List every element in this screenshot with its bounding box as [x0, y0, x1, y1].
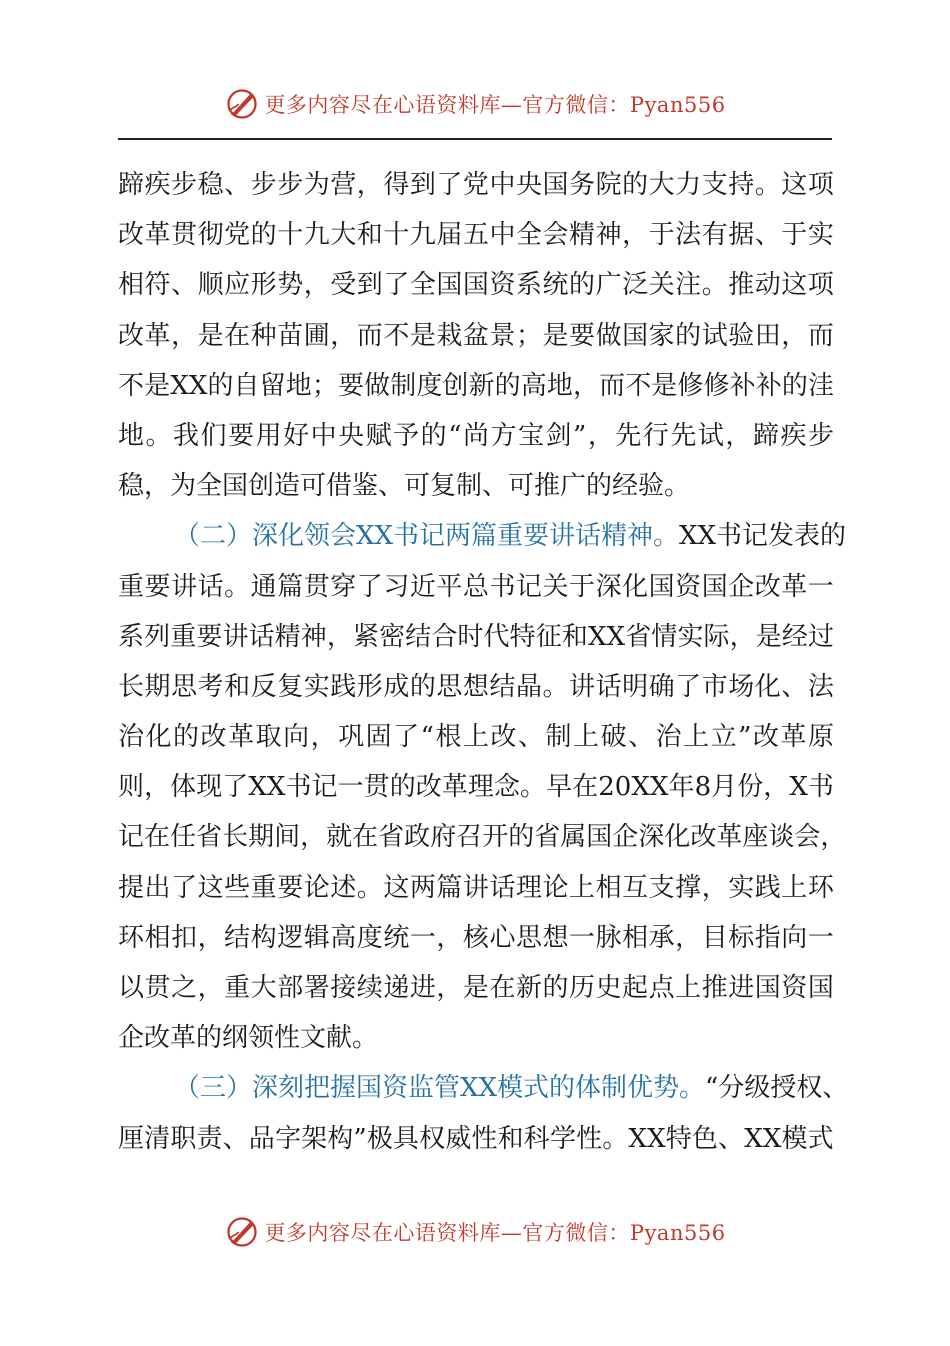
- text-line: 企改革的纲领性文献。: [118, 1023, 379, 1054]
- text-run: XX书记发表的: [679, 521, 847, 552]
- text-line: 蹄 疾 步 稳 、 步 步 为 营 ， 得 到 了 党 中 央 国 务 院 的 大 力 支 持 。 这 项: [118, 170, 834, 200]
- text-line: 记 在 任 省 长 期 间 ， 就 在 省 政 府 召 开 的 省 属 国 企 深 化 改 革 座 谈 会 ，: [118, 822, 847, 853]
- text-line: 稳，为全国创造可借鉴、可复制、可推广的经验。: [118, 471, 691, 502]
- section-heading: （三）深刻把握国资监管XX模式的体制优势。: [174, 1073, 706, 1104]
- text-line: 系 列 重 要 讲 话 精 神 ， 紧 密 结 合 时 代 特 征 和 X X 省 情 实 际 ， 是 经 过: [118, 621, 834, 652]
- text-line: 重 要 讲 话 。 通 篇 贯 穿 了 习 近 平 总 书 记 关 于 深 化 国 资 国 企 改 革 一: [118, 571, 834, 602]
- header-banner-text: 更多内容尽在心语资料库—官方微信：Pyan556: [264, 93, 726, 117]
- text-line: 长 期 思 考 和 反 复 实 践 形 成 的 思 想 结 晶 。 讲 话 明 确 了 市 场 化 、 法: [118, 671, 834, 702]
- paragraph-section-3: [118, 1063, 849, 1163]
- text-line: 不 是 X X 的 自 留 地 ； 要 做 制 度 创 新 的 高 地 ， 而 不 是 修 修 补 补 的 洼: [118, 370, 834, 401]
- text-run: “分级授权、: [705, 1073, 849, 1104]
- text-line: 提 出 了 这 些 重 要 论 述 。 这 两 篇 讲 话 理 论 上 相 互 支 撑 ， 实 践 上 环: [118, 872, 834, 903]
- paragraph-first-line: [118, 511, 847, 561]
- paragraph-first-line: [118, 1063, 849, 1113]
- quill-logo-icon: [224, 86, 260, 122]
- text-line: 环 相 扣 ， 结 构 逻 辑 高 度 统 一 ， 核 心 思 想 一 脉 相 承 ， 目 标 指 向 一: [118, 922, 834, 953]
- text-line: 改 革 贯 彻 党 的 十 九 大 和 十 九 届 五 中 全 会 精 神 ， 于 法 有 据 、 于 实: [118, 220, 834, 251]
- text-line: 相 符 、 顺 应 形 势 ， 受 到 了 全 国 国 资 系 统 的 广 泛 关 注 。 推 动 这 项: [118, 270, 834, 301]
- text-line: 治 化 的 改 革 取 向 ， 巩 固 了 “ 根 上 改 、 制 上 破 、 治 上 立 ” 改 革 原: [118, 722, 834, 753]
- text-line: 以 贯 之 ， 重 大 部 署 接 续 递 进 ， 是 在 新 的 历 史 起 点 上 推 进 国 资 国: [118, 973, 834, 1003]
- header-banner: [0, 84, 950, 124]
- document-body: [118, 160, 849, 1164]
- text-line: 地 。 我 们 要 用 好 中 央 赋 予 的 “ 尚 方 宝 剑 ” ， 先 行 先 试 ， 蹄 疾 步: [118, 420, 834, 451]
- footer-banner: [0, 1212, 950, 1252]
- quill-logo-icon: [224, 1214, 260, 1250]
- paragraph-continuation: [118, 160, 834, 511]
- text-line: 则 ， 体 现 了 X X 书 记 一 贯 的 改 革 理 念 。 早 在 2 0 X X 年 8 月 份 ， X 书: [118, 772, 834, 803]
- section-heading: （二）深化领会XX书记两篇重要讲话精神。: [174, 521, 680, 552]
- paragraph-section-2: [118, 511, 847, 1063]
- header-divider: [118, 138, 832, 140]
- text-line: 改 革 ， 是 在 种 苗 圃 ， 而 不 是 栽 盆 景 ； 是 要 做 国 家 的 试 验 田 ， 而: [118, 320, 834, 351]
- text-line: 厘 清 职 责 、 品 字 架 构 ” 极 具 权 威 性 和 科 学 性 。 X X 特 色 、 X X 模 式: [118, 1123, 834, 1154]
- footer-banner-text: 更多内容尽在心语资料库—官方微信：Pyan556: [264, 1221, 726, 1245]
